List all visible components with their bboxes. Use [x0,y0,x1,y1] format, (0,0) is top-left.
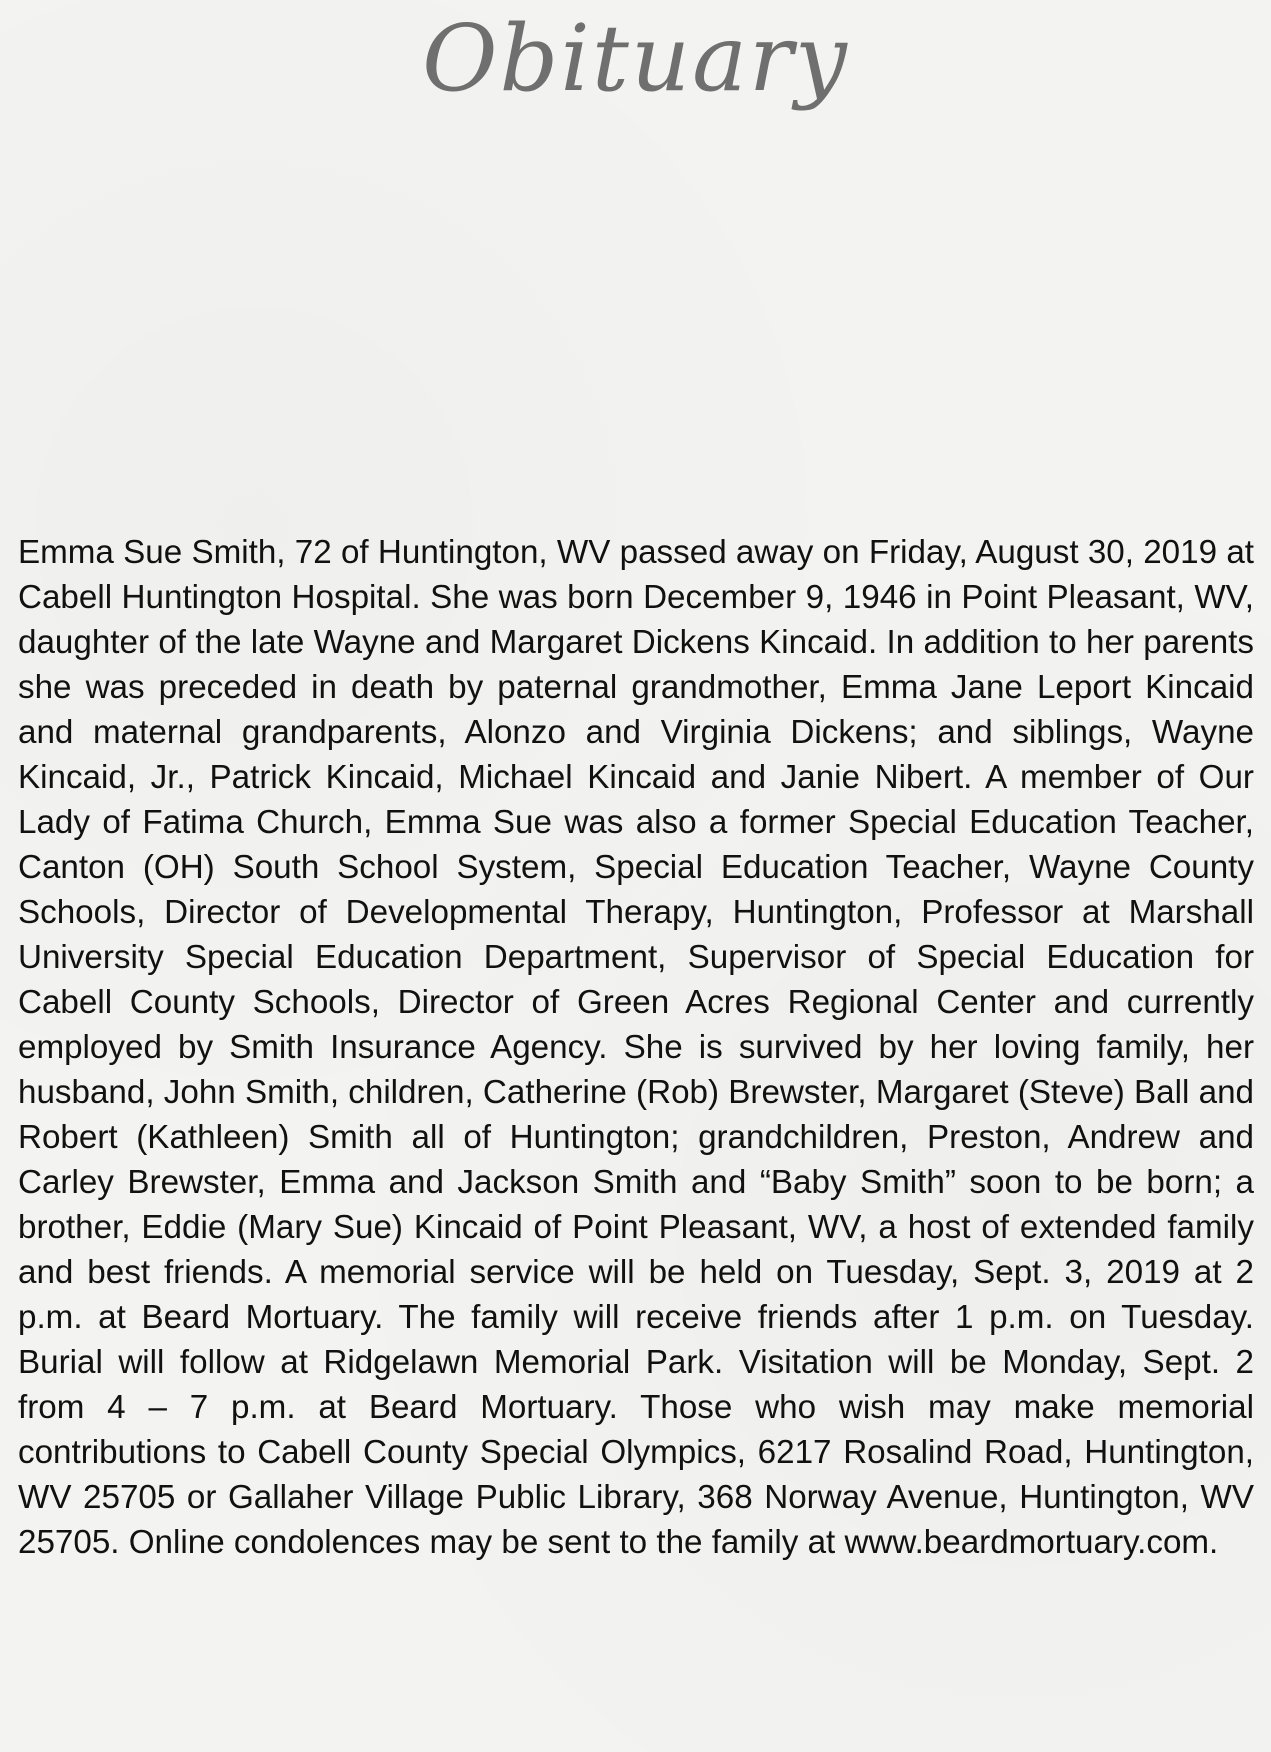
obituary-body: Emma Sue Smith, 72 of Huntington, WV passed away on Friday, August 30, 2019 at Cabell Huntington Hospital. She was born December 9, 1946 in Point Pleasant, WV, daughter of the late Wayne and Margaret Dickens Kincaid. In addition to her parents she was preceded in death by paternal grandmother, Emma Jane Leport Kincaid and maternal grandparents, Alonzo and Virginia Dickens; and siblings, Wayne Kincaid, Jr., Patrick Kincaid, Michael Kincaid and Janie Nibert. A member of Our Lady of Fatima Church, Emma Sue was also a former Special Education Teacher, Canton (OH) South School System, Special Education Teacher, Wayne County Schools, Director of Developmental Therapy, Huntington, Professor at Marshall University Special Education Department, Supervisor of Special Education for Cabell County Schools, Director of Green Acres Regional Center and currently employed by Smith Insurance Agency. She is survived by her loving family, her husband, John Smith, children, Catherine (Rob) Brewster, Margaret (Steve) Ball and Robert (Kathleen) Smith all of Huntington; grandchildren, Preston, Andrew and Carley Brewster, Emma and Jackson Smith and “Baby Smith” soon to be born; a brother, Eddie (Mary Sue) Kincaid of Point Pleasant, WV, a host of extended family and best friends. A memorial service will be held on Tuesday, Sept. 3, 2019 at 2 p.m. at Beard Mortuary. The family will receive friends after 1 p.m. on Tuesday. Burial will follow at Ridgelawn Memorial Park. Visitation will be Monday, Sept. 2 from 4 – 7 p.m. at Beard Mortuary. Those who wish may make memorial contributions to Cabell County Special Olympics, 6217 Rosalind Road, Huntington, WV 25705 or Gallaher Village Public Library, 368 Norway Avenue, Huntington, WV 25705. Online condolences may be sent to the family at www.beardmortuary.com. [18,534,1254,1561]
page-title: Obituary [422,5,849,112]
